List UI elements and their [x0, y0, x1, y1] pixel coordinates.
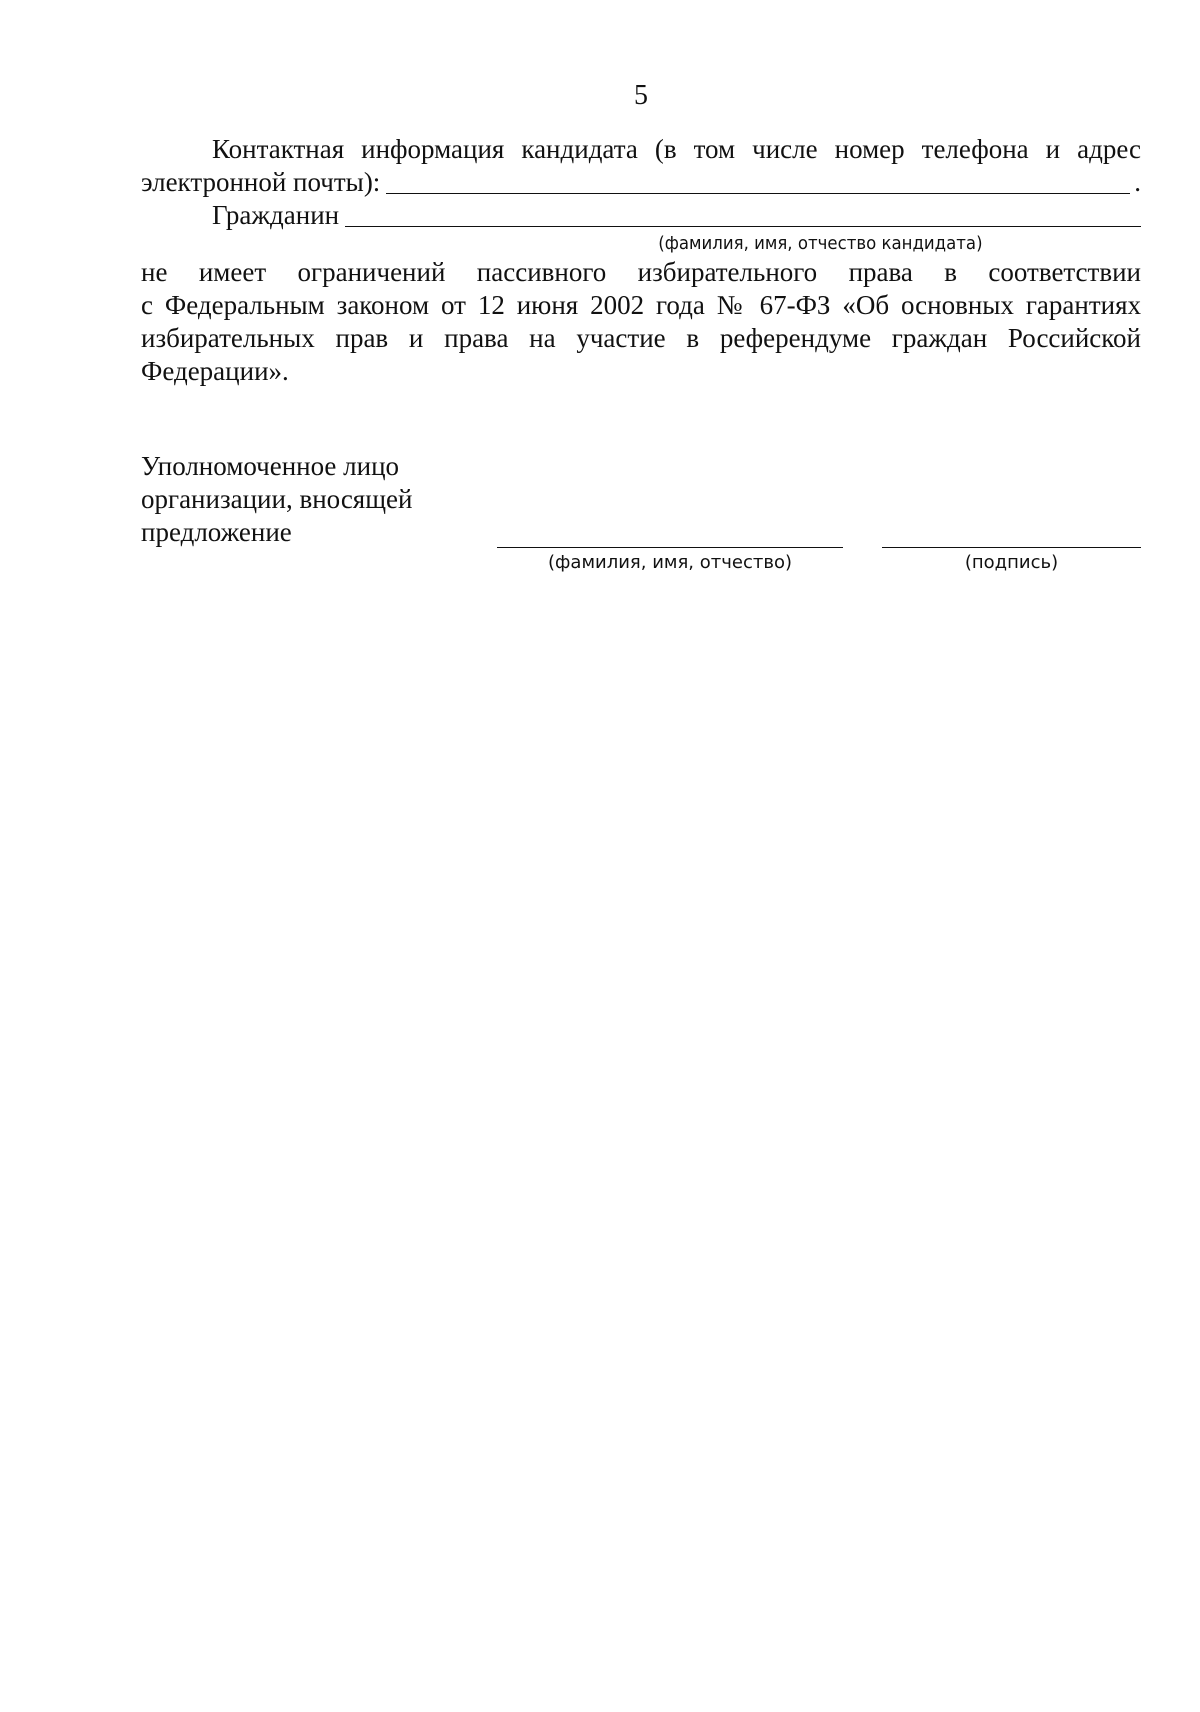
authorized-person-line: Уполномоченное лицо [141, 451, 400, 481]
form-content [141, 133, 1141, 388]
statement-line: не имеет ограничений пассивного избирательного права в соответствии [141, 257, 1141, 287]
authorized-person-line: организации, вносящей [141, 484, 413, 514]
contact-info-line2 [141, 166, 1141, 199]
contact-info-period: . [1134, 167, 1141, 197]
authorized-person-label [141, 450, 481, 549]
statement-line: Федерации». [141, 356, 289, 386]
citizen-name-caption: (фамилия, имя, отчество кандидата) [658, 233, 983, 254]
contact-info-label: электронной почты): [141, 167, 381, 197]
citizen-name-field[interactable] [345, 202, 1141, 227]
authorized-person-line: предложение [141, 517, 292, 547]
signature-field[interactable] [882, 546, 1141, 548]
citizen-line [141, 199, 1141, 232]
contact-info-line1: Контактная информация кандидата (в том числе номер телефона и адрес [212, 134, 1141, 164]
citizen-label: Гражданин [212, 200, 340, 230]
statement-line: с Федеральным законом от 12 июня 2002 года № 67-ФЗ «Об основных гарантиях [141, 290, 1141, 320]
authorized-name-caption: (фамилия, имя, отчество) [548, 552, 792, 573]
contact-info-field[interactable] [386, 169, 1130, 194]
statement-text [141, 256, 1141, 388]
authorized-name-field[interactable] [497, 546, 843, 548]
signature-block [141, 450, 1141, 549]
statement-line: избирательных прав и права на участие в референдуме граждан Российской [141, 323, 1141, 353]
page-number: 5 [634, 80, 648, 111]
signature-caption: (подпись) [964, 552, 1059, 573]
